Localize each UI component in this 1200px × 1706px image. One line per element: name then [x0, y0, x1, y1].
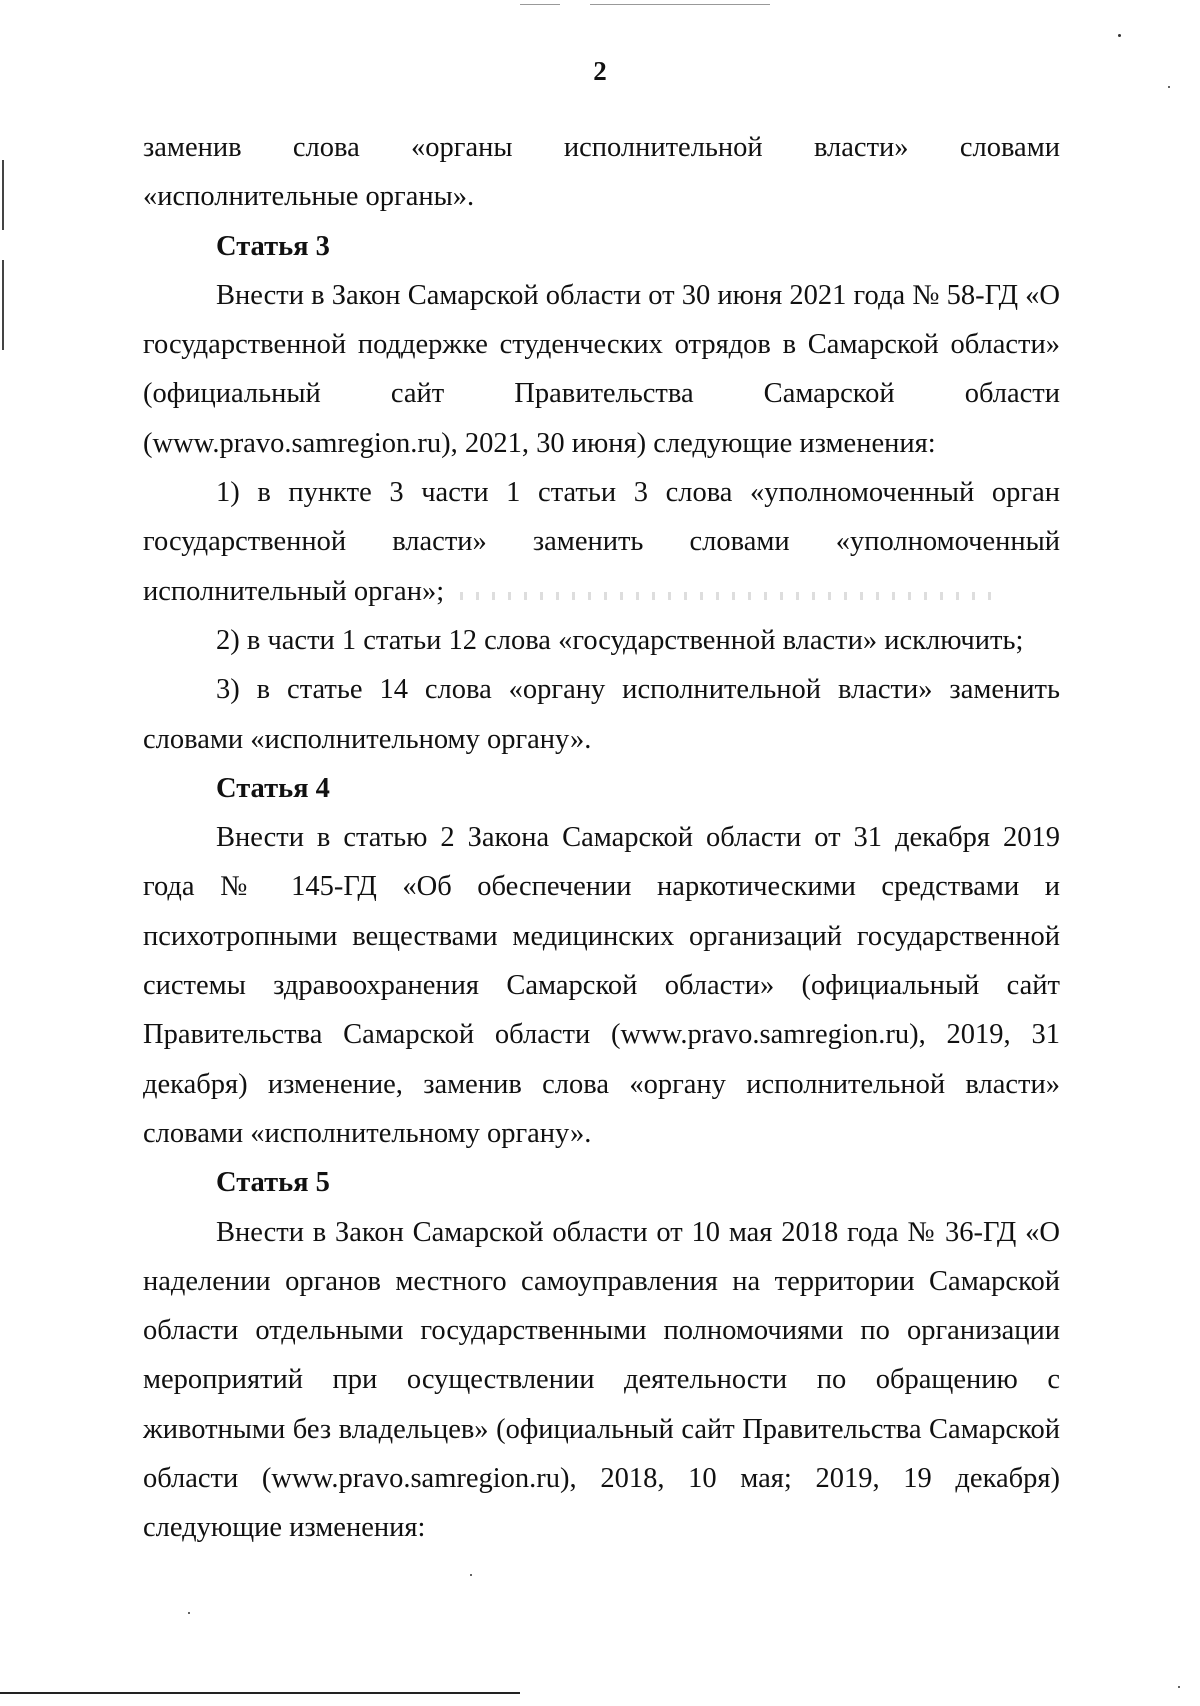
article-3-item-1: 1) в пункте 3 части 1 статьи 3 слова «уполномоченный орган государственной власти» заменить словами «уполномоченный исполнительный орган»;	[143, 477, 1060, 607]
scan-artifact	[2, 160, 4, 230]
scan-artifact	[0, 1692, 520, 1694]
article-4-body: Внести в статью 2 Закона Самарской области от 31 декабря 2019 года № 145-ГД «Об обеспечении наркотическими средствами и психотропными веществами медицинских организаций государственной системы здравоохранения Самарской области» (официальный сайт Правительства Самарской области (www.pravo.samregion.ru), 2019, 31 декабря) изменение, заменив слова «органу исполнительной власти» словами «исполнительному органу».	[143, 822, 1060, 1149]
article-5-body: Внести в Закон Самарской области от 10 мая 2018 года № 36-ГД «О наделении органов местного самоуправления на территории Самарской области отдельными государственными полномочиями по организации мероприятий при осуществлении деятельности по обращению с животными без владельцев» (официальный сайт Правительства Самарской области (www.pravo.samregion.ru), 2018, 10 мая; 2019, 19 декабря) следующие изменения:	[143, 1216, 1060, 1544]
scan-artifact	[2, 260, 4, 350]
document-body	[143, 123, 1060, 1553]
scan-artifact	[1118, 34, 1121, 37]
article-3-item-2: 2) в части 1 статьи 12 слова «государственной власти» исключить;	[216, 624, 1024, 656]
scan-artifact	[470, 1574, 472, 1576]
article-5-heading: Статья 5	[216, 1167, 330, 1199]
scan-artifact	[188, 1612, 190, 1614]
article-4-heading: Статья 4	[216, 772, 330, 804]
scan-artifact	[520, 4, 560, 5]
article-3-heading: Статья 3	[216, 230, 330, 262]
article-3-item-3: 3) в статье 14 слова «органу исполнительной власти» заменить словами «исполнительному органу».	[143, 674, 1060, 755]
scan-artifact	[1178, 1686, 1180, 1688]
article-3-body: Внести в Закон Самарской области от 30 июня 2021 года № 58-ГД «О государственной поддержке студенческих отрядов в Самарской области» (официальный сайт Правительства Самарской области (www.pravo.samregion.ru), 2021, 30 июня) следующие изменения:	[143, 279, 1060, 459]
page-number: 2	[593, 56, 607, 86]
paragraph-intro-continuation: заменив слова «органы исполнительной власти» словами «исполнительные органы».	[143, 132, 1060, 213]
scan-artifact	[590, 4, 770, 5]
